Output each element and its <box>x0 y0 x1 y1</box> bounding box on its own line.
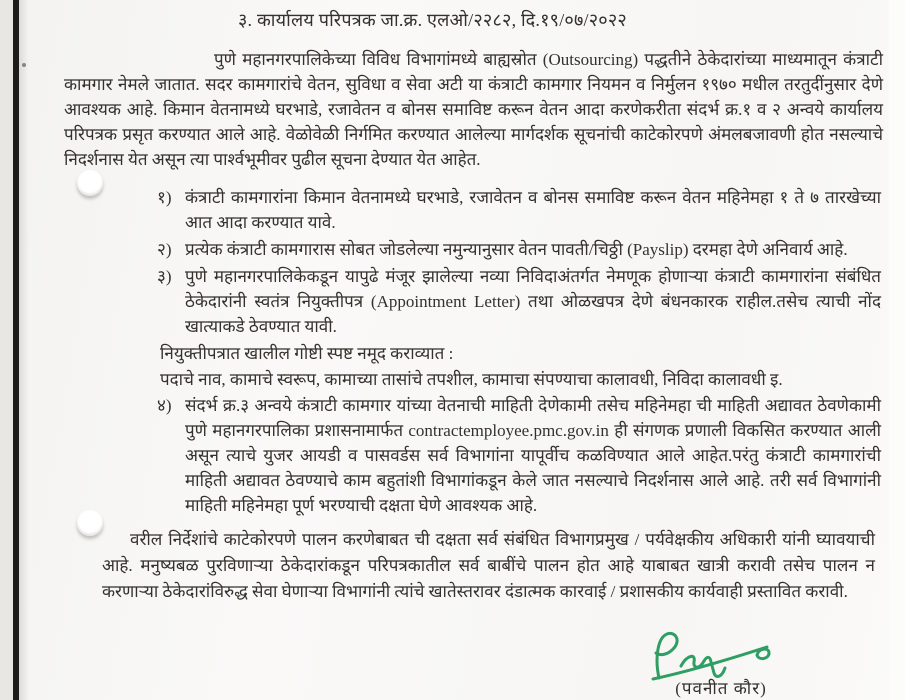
list-item-text: पुणे महानगरपालिकेकडून यापुढे मंजूर झालेल्या नव्या निविदाअंतर्गत नेमणूक होणाऱ्या कंत्राटी कामगारांना संबंधित ठेकेदारांनी स्वतंत्र नियुक्तीपत्र (Appointment Letter) तथा ओळखपत्र देणे बंधनकारक राहील.तसेच त्याची नोंद खात्याकडे ठेवण्यात यावी. <box>185 267 881 336</box>
appointment-letter-note-heading: नियुक्तीपत्रात खालील गोष्टी स्पष्ट नमूद कराव्यात : <box>160 344 454 363</box>
list-item <box>157 185 881 235</box>
list-item-text: प्रत्येक कंत्राटी कामगारास सोबत जोडलेल्या नमुन्यानुसार वेतन पावती/चिठ्ठी (Payslip) दरमहा देणे अनिवार्य आहे. <box>185 240 848 259</box>
list-item-text: संदर्भ क्र.३ अन्वये कंत्राटी कामगार यांच्या वेतनाची माहिती देणेकामी तसेच महिनेमहा ची माहिती अद्यावत ठेवणेकामी पुणे महानगरपालिका प्रशासनामार्फत contractemployee.pmc.gov.in ही संगणक प्रणाली विकसित करण्यात आली असून त्याचे युजर आयडी व पासवर्डस सर्व विभागांना यापूर्वीच कळविण्यात आले आहेत.परंतु कंत्राटी कामगारांची माहिती अद्यावत ठेवण्याचे काम बहुतांशी विभागांकडून केले जात नसल्याचे निदर्शनास आले आहे. तरी सर्व विभागांनी माहिती महिनेमहा पूर्ण भरण्याची दक्षता घेणे आवश्यक आहे. <box>185 396 881 515</box>
intro-paragraph: पुणे महानगरपालिकेच्या विविध विभागांमध्ये बाह्यस्रोत (Outsourcing) पद्धतीने ठेकेदारांच्या माध्यमातून कंत्राटी कामगार नेमले जातात. सदर कामगारांचे वेतन, सुविधा व सेवा अटी या कंत्राटी कामगार नियमन व निर्मुलन १९७० मधील तरतुदींनुसार देणे आवश्यक आहे. किमान वेतनामध्ये घरभाडे, रजावेतन व बोनस समाविष्ट करून वेतन आदा करणेकरीता संदर्भ क्र.१ व २ अन्वये कार्यालय परिपत्रक प्रसृत करण्यात आले आहे. वेळोवेळी निर्गमित करण्यात आलेल्या मार्गदर्शक सूचनांची काटेकोरपणे अंमलबजावणी होत नसल्याचे निदर्शनास येत असून त्या पार्श्वभूमीवर पुढील सूचना देण्यात येत आहेत. <box>64 50 883 169</box>
signature-strokes <box>653 633 769 679</box>
signature-icon <box>641 628 801 682</box>
list-item-number: ३) <box>157 267 172 286</box>
list-item <box>157 393 881 518</box>
scan-edge-right-strip <box>889 0 905 700</box>
scan-edge-shadow <box>19 0 29 700</box>
appointment-letter-note-details: पदाचे नाव, कामाचे स्वरूप, कामाच्या तासांचे तपशील, कामाचा संपण्याचा कालावधी, निविदा कालावधी इ. <box>160 370 783 389</box>
list-item-text: कंत्राटी कामगारांना किमान वेतनामध्ये घरभाडे, रजावेतन व बोनस समाविष्ट करून वेतन महिनेमहा १ ते ७ तारखेच्या आत आदा करण्यात यावे. <box>185 188 881 232</box>
list-item-number: १) <box>157 188 172 207</box>
list-item <box>157 237 881 262</box>
list-item <box>157 264 881 339</box>
hole-punch-top <box>77 170 103 196</box>
signature-block <box>626 628 816 699</box>
closing-paragraph: वरील निर्देशांचे काटेकोरपणे पालन करणेबाबत ची दक्षता सर्व संबंधित विभागप्रमुख / पर्यवेक्षकीय अधिकारी यांनी घ्यावयाची आहे. मनुष्यबळ पुरविणाऱ्या ठेकेदारांकडून परिपत्रकातील सर्व बाबींचे पालन होत आहे याबाबत खात्री करावी तसेच पालन न करणाऱ्या ठेकेदारांविरुद्ध सेवा घेणाऱ्या विभागांनी त्यांचे खातेस्तरावर दंडात्मक कारवाई / प्रशासकीय कार्यवाही प्रस्तावित करावी. <box>102 530 875 601</box>
directives-list <box>157 185 881 518</box>
list-item-number: ४) <box>157 396 172 415</box>
reference-line: ३. कार्यालय परिपत्रक जा.क्र. एलओ/२२८२, दि.१९/०७/२०२२ <box>238 10 627 30</box>
signatory-name: (पवनीत कौर) <box>675 679 767 698</box>
scan-speck <box>22 63 26 67</box>
hole-punch-bottom <box>77 510 103 536</box>
list-item-number: २) <box>157 240 172 259</box>
scan-edge-light-strip <box>0 0 14 700</box>
